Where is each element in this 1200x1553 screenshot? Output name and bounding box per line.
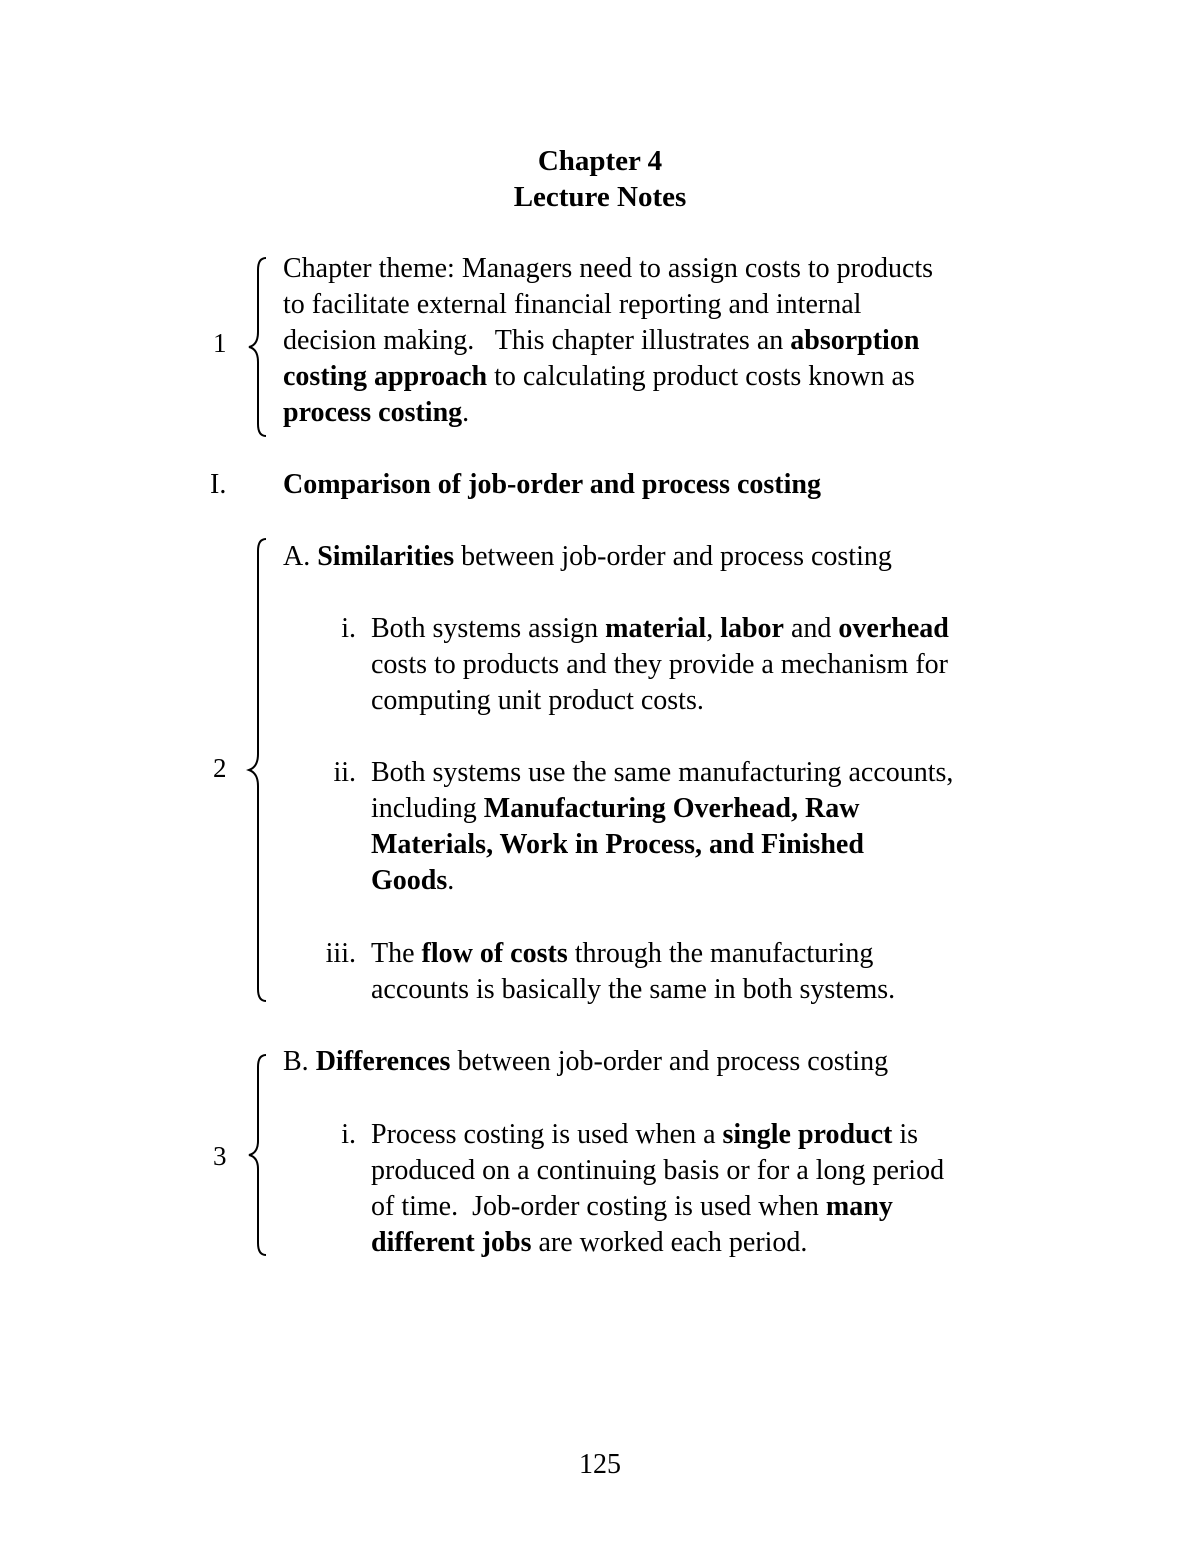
item-numeral: i.: [341, 613, 356, 644]
theme-line-1: Chapter theme: Managers need to assign costs to products: [283, 253, 934, 284]
a-ii-line-2: including Manufacturing Overhead, Raw: [371, 793, 860, 824]
left-brace-icon: [246, 1053, 270, 1257]
theme-line-5: process costing.: [283, 397, 470, 428]
left-brace-icon: [246, 537, 270, 1003]
a-iii-line-1: The flow of costs through the manufacturing: [371, 938, 874, 969]
a-iii-line-2: accounts is basically the same in both systems.: [371, 974, 896, 1005]
a-ii-line-4: Goods.: [371, 865, 455, 896]
item-numeral: ii.: [333, 757, 356, 788]
a-i-line-1: Both systems assign material, labor and overhead: [371, 613, 949, 644]
section-heading: Comparison of job-order and process costing: [283, 469, 821, 500]
margin-marker-2: 2: [213, 753, 227, 783]
b-i-line-3: of time. Job-order costing is used when many: [371, 1191, 893, 1222]
page-number: 125: [579, 1449, 621, 1480]
a-ii-line-3: Materials, Work in Process, and Finished: [371, 829, 864, 860]
theme-line-4: costing approach to calculating product costs known as: [283, 361, 915, 392]
item-numeral: i.: [341, 1119, 356, 1150]
a-i-line-3: computing unit product costs.: [371, 685, 704, 716]
b-i-line-4: different jobs are worked each period.: [371, 1227, 808, 1258]
section-numeral: I.: [210, 469, 227, 500]
b-i-line-1: Process costing is used when a single product is: [371, 1119, 919, 1150]
part-a-heading: A. Similarities between job-order and process costing: [283, 541, 892, 572]
b-i-line-2: produced on a continuing basis or for a long period: [371, 1155, 945, 1186]
theme-line-3: decision making. This chapter illustrates an absorption: [283, 325, 920, 356]
part-b-heading: B. Differences between job-order and process costing: [283, 1046, 889, 1077]
chapter-title: Chapter 4: [537, 145, 663, 177]
item-numeral: iii.: [325, 938, 356, 969]
theme-line-2: to facilitate external financial reporting and internal: [283, 289, 862, 320]
a-ii-line-1: Both systems use the same manufacturing accounts,: [371, 757, 954, 788]
chapter-subtitle: Lecture Notes: [513, 181, 687, 213]
margin-marker-1: 1: [213, 328, 227, 358]
margin-marker-3: 3: [213, 1141, 227, 1171]
left-brace-icon: [246, 256, 270, 438]
a-i-line-2: costs to products and they provide a mechanism for: [371, 649, 948, 680]
